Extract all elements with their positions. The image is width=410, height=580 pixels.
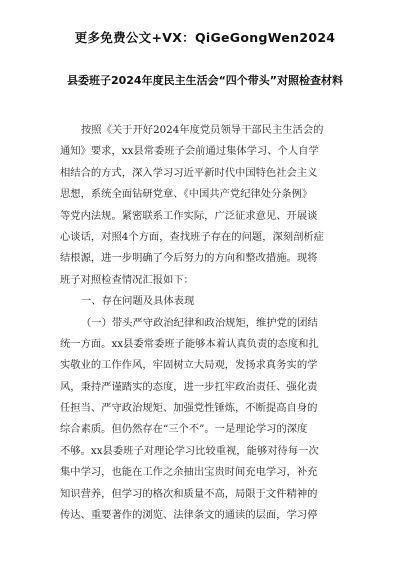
paragraph-line: 思想，系统全面钻研党章、《中国共产党纪律处分条例》 (60, 188, 313, 201)
paragraph-line: 风，秉持严谨踏实的态度，进一步扛牢政治责任、强化责 (60, 380, 318, 393)
paragraph-line: 心谈话，对照4个方面，查找班子存在的问题，深刻剖析症 (60, 230, 324, 243)
paragraph-line: 按照《关于开好2024年度党员领导干部民主生活会的 (81, 124, 324, 136)
document-title: 县委班子2024年度民主生活会“四个带头”对照检查材料 (66, 74, 344, 87)
paragraph-line: 知识营养，但学习的格次和质量不高，局限于文件精神的 (60, 487, 318, 500)
paragraph-line: 通知》要求，xx县常委班子会前通过集体学习、个人自学 (60, 145, 319, 158)
paragraph-line: 相结合的方式，深入学习习近平新时代中国特色社会主义 (60, 166, 318, 179)
paragraph-line: （一）带头严守政治纪律和政治规矩，维护党的团结 (81, 316, 318, 329)
document-body (60, 120, 360, 526)
paragraph-line: 集中学习，也能在工作之余抽出宝贵时间充电学习，补充 (60, 466, 318, 479)
paragraph-line: 传达、重要著作的浏览、法律条文的通读的层面，学习停 (60, 509, 318, 522)
paragraph-line: 实敬业的工作作风，牢固树立大局观，发扬求真务实的学 (60, 359, 318, 372)
paragraph-line: 等党内法规。紧密联系工作实际，广泛征求意见、开展谈 (60, 209, 318, 222)
section-heading: 一、存在问题及具体表现 (81, 295, 195, 308)
watermark-header: 更多免费公文+VX：QiGeGongWen2024 (74, 30, 336, 45)
paragraph-line: 结根源，进一步明确了今后努力的方向和整改措施。现将 (60, 252, 318, 265)
paragraph-line: 任担当、严守政治规矩、加强党性锤炼，不断提高自身的 (60, 402, 318, 415)
paragraph-line: 统一方面。xx县委常委班子能够本着认真负责的态度和扎 (60, 337, 319, 350)
paragraph-line: 综合素质。但仍然存在“三个不”。一是理论学习的深度 (60, 423, 308, 436)
paragraph-line: 班子对照检查情况汇报如下： (60, 273, 194, 286)
paragraph-line: 不够。xx县委班子对理论学习比较重视，能够对待每一次 (60, 444, 319, 457)
